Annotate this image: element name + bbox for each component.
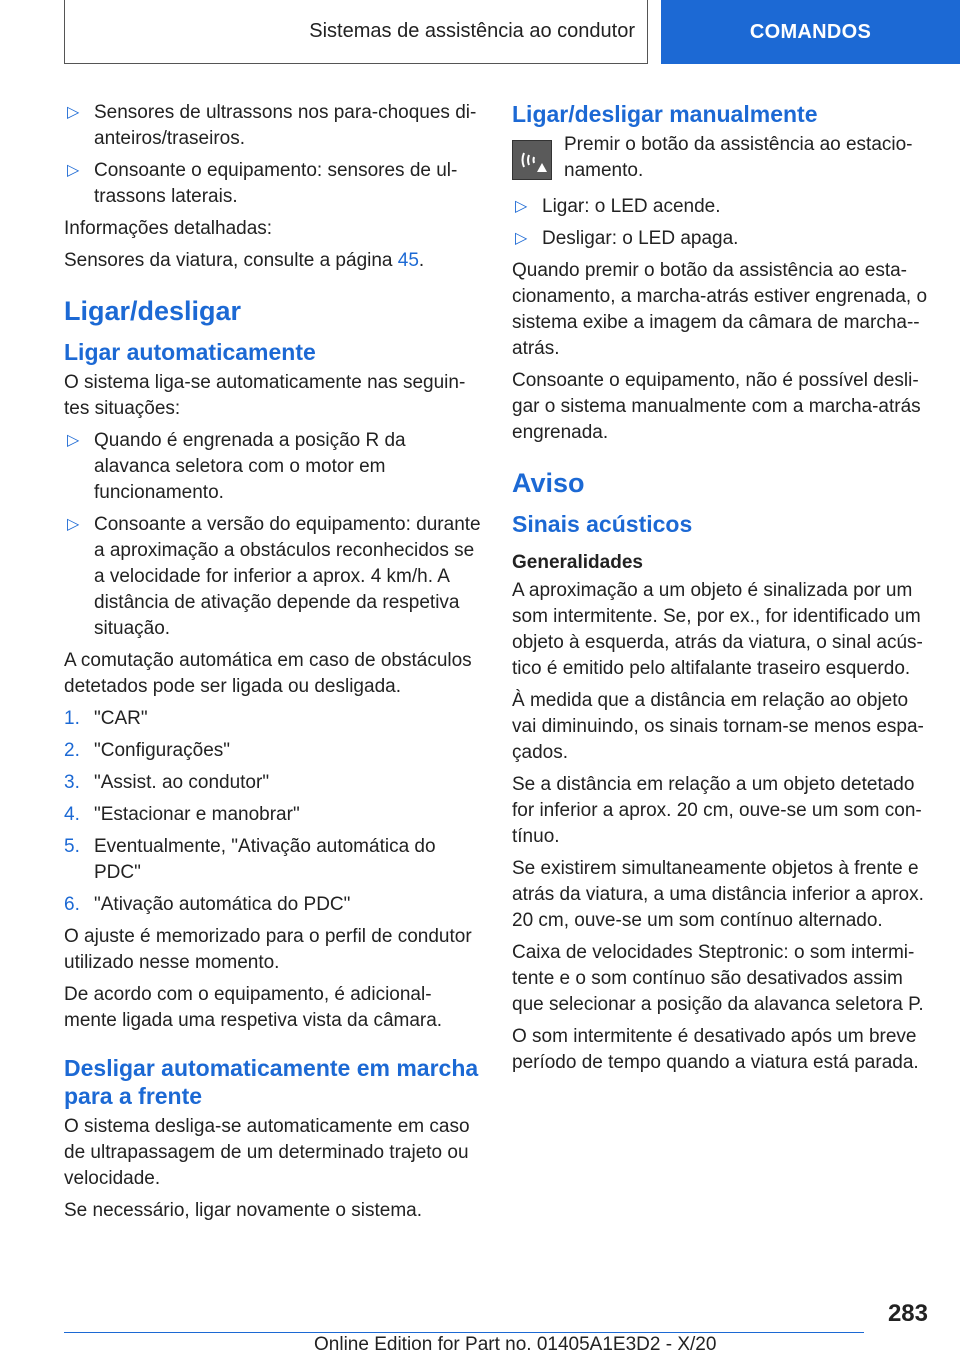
paragraph: Se necessário, ligar novamente o sistema. bbox=[64, 1200, 423, 1221]
parking-assistant-button-icon bbox=[512, 140, 552, 180]
list-item: ▷ Ligar: o LED acende. bbox=[512, 194, 928, 220]
list-item: ▷ Consoante a versão do equipamento: durante a aproximação a obstáculos reconhecidos se a velocidade for inferior a aprox. 4 km/h. A distância de ativação depende da respetiva situação. bbox=[67, 514, 481, 639]
footer-edition: Online Edition for Part no. 01405A1E3D2 - X/20 bbox=[314, 1334, 717, 1355]
list-item: ▷ Quando é engrenada a posição R da alavanca seletora com o motor em funcionamento. bbox=[67, 430, 406, 503]
triangle-bullet-icon: ▷ bbox=[515, 198, 528, 215]
header-chapter-tab[interactable] bbox=[661, 0, 960, 64]
paragraph: À medida que a distância em relação ao objeto vai diminuindo, os sinais tornam-se menos espa-çados. bbox=[512, 690, 924, 763]
heading-ligar-desligar: Ligar/desligar bbox=[64, 296, 242, 326]
triangle-bullet-icon: ▷ bbox=[67, 104, 80, 121]
step-item: 6. "Ativação automática do PDC" bbox=[64, 894, 351, 915]
section-title: Sistemas de assistência ao condutor bbox=[309, 20, 635, 42]
paragraph: O sistema liga-se automaticamente nas seguin-tes situações: bbox=[64, 372, 466, 419]
triangle-bullet-icon: ▷ bbox=[515, 230, 528, 247]
paragraph: Se a distância em relação a um objeto detetado for inferior a aprox. 20 cm, ouve-se um som con-tínuo. bbox=[512, 774, 922, 847]
instruction-with-icon: Premir o botão da assistência ao estacio-namento. bbox=[512, 132, 928, 184]
heading-desligar-automaticamente: Desligar automaticamente em marcha para a frente bbox=[64, 1055, 479, 1109]
page-number: 283 bbox=[887, 1300, 928, 1327]
step-item: 5. Eventualmente, "Ativação automática do PDC" bbox=[64, 836, 436, 883]
info-reference: Sensores da viatura, consulte a página 45. bbox=[64, 250, 425, 271]
paragraph: De acordo com o equipamento, é adicional-mente ligada uma respetiva vista da câmara. bbox=[64, 984, 443, 1031]
info-label: Informações detalhadas: bbox=[64, 218, 273, 239]
paragraph: O sistema desliga-se automaticamente em caso de ultrapassagem de um determinado trajeto ou velocidade. bbox=[64, 1116, 470, 1189]
chapter-label: COMANDOS bbox=[749, 20, 872, 43]
heading-sinais-acusticos: Sinais acústicos bbox=[512, 511, 693, 537]
footer-divider bbox=[64, 1332, 864, 1333]
paragraph: O ajuste é memorizado para o perfil de condutor utilizado nesse momento. bbox=[64, 926, 472, 973]
left-column bbox=[64, 100, 482, 1230]
heading-ligar-manualmente: Ligar/desligar manualmente bbox=[512, 101, 818, 127]
list-item: ▷ Desligar: o LED apaga. bbox=[512, 226, 928, 252]
paragraph: A aproximação a um objeto é sinalizada por um som intermitente. Se, por ex., for identificado um objeto à esquerda, atrás da viatura, o sinal acús-tico é emitido pelo altifalante traseiro esquerdo. bbox=[512, 580, 923, 679]
step-item: 4. "Estacionar e manobrar" bbox=[64, 804, 300, 825]
header-section-title bbox=[64, 0, 648, 64]
page-link[interactable]: 45 bbox=[397, 250, 419, 271]
paragraph: Se existirem simultaneamente objetos à frente e atrás da viatura, a uma distância inferior a aprox. 20 cm, ouve-se um som contínuo alternado. bbox=[512, 858, 924, 931]
list-item: ▷ Sensores de ultrassons nos para-choques di-anteiros/traseiros. bbox=[67, 102, 477, 149]
step-item: 2. "Configurações" bbox=[64, 740, 231, 761]
triangle-bullet-icon: ▷ bbox=[67, 516, 80, 533]
paragraph: Caixa de velocidades Steptronic: o som intermi-tente e o som contínuo são desativados assim que selecionar a posição da alavanca seletora P. bbox=[512, 942, 924, 1015]
heading-generalidades: Generalidades bbox=[512, 552, 643, 573]
heading-aviso: Aviso bbox=[512, 468, 585, 498]
paragraph: A comutação automática em caso de obstáculos detetados pode ser ligada ou desligada. bbox=[64, 650, 472, 697]
list-item: ▷ Consoante o equipamento: sensores de ul-trassons laterais. bbox=[67, 160, 458, 207]
paragraph: O som intermitente é desativado após um breve período de tempo quando a viatura está parada. bbox=[512, 1026, 919, 1073]
step-item: 1. "CAR" bbox=[64, 708, 148, 729]
triangle-bullet-icon: ▷ bbox=[67, 432, 80, 449]
step-item: 3. "Assist. ao condutor" bbox=[64, 772, 270, 793]
triangle-bullet-icon: ▷ bbox=[67, 162, 80, 179]
paragraph: Quando premir o botão da assistência ao esta-cionamento, a marcha-atrás estiver engrenada, o sistema exibe a imagem da câmara de marcha--atrás. bbox=[512, 260, 928, 359]
paragraph: Consoante o equipamento, não é possível desli-gar o sistema manualmente com a marcha-atrás engrenada. bbox=[512, 370, 921, 443]
right-column bbox=[512, 100, 928, 1082]
heading-ligar-automaticamente: Ligar automaticamente bbox=[64, 339, 316, 365]
